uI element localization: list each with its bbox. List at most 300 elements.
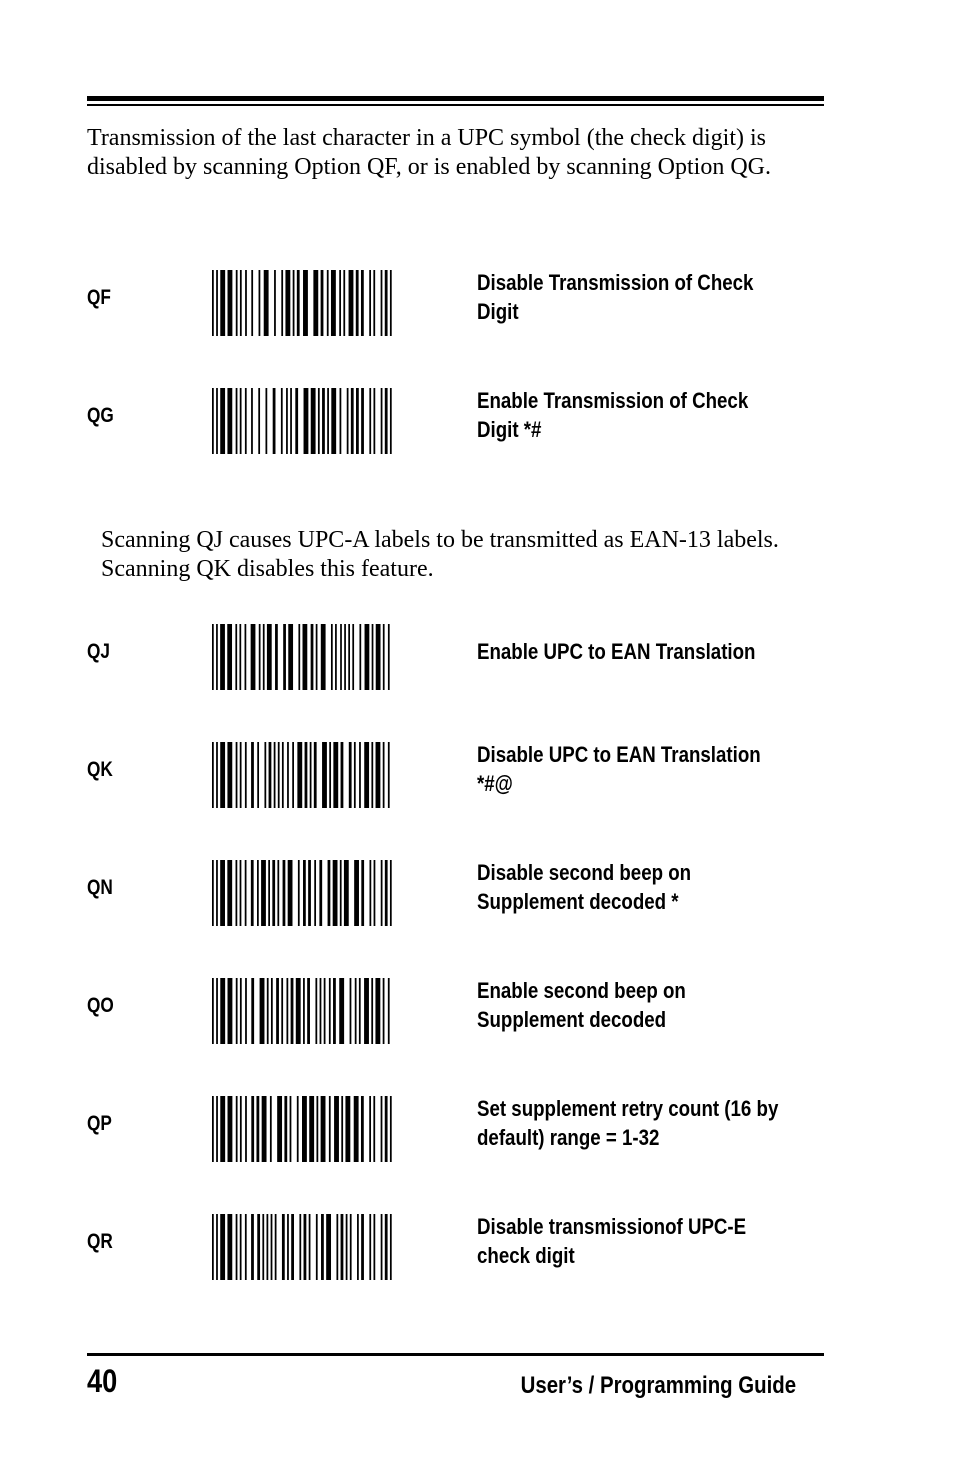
- barcode-bar: [390, 1214, 392, 1280]
- barcode-bar: [259, 270, 261, 336]
- barcode-bar: [331, 270, 336, 336]
- barcode-bar: [388, 978, 390, 1044]
- barcode-bar: [322, 742, 327, 808]
- option-description: [477, 1094, 817, 1152]
- description-line-2: Digit *#: [477, 417, 542, 442]
- barcode-bar: [390, 860, 392, 926]
- barcode-bar: [385, 1214, 388, 1280]
- barcode-bar: [236, 742, 238, 808]
- barcode-bar: [245, 624, 247, 690]
- barcode-bar: [236, 1096, 238, 1162]
- barcode-bar: [262, 1214, 264, 1280]
- barcode-bar: [290, 388, 292, 454]
- barcode-bar: [216, 860, 218, 926]
- option-description: [477, 1212, 817, 1270]
- barcode-bar: [373, 388, 375, 454]
- guide-title: User’s / Programming Guide: [520, 1372, 796, 1399]
- option-code: QF: [87, 286, 111, 309]
- barcode-bar: [370, 860, 372, 926]
- barcode-bar: [328, 860, 331, 926]
- barcode-bar: [251, 270, 253, 336]
- barcode-bar: [239, 624, 241, 690]
- barcode-bar: [290, 1096, 292, 1162]
- barcode-bar: [282, 1214, 285, 1280]
- barcode-bar: [388, 624, 390, 690]
- barcode-bar: [220, 388, 225, 454]
- description-line-1: Disable Transmission of Check: [477, 270, 754, 295]
- option-code: QN: [87, 876, 113, 899]
- barcode-bar: [281, 388, 283, 454]
- barcode-bar: [269, 742, 272, 808]
- barcode-bar: [267, 978, 269, 1044]
- barcode-bar: [212, 860, 214, 926]
- barcode-bar: [343, 270, 345, 336]
- barcode-bar: [320, 978, 322, 1044]
- barcode-bar: [236, 388, 238, 454]
- barcode-bar: [365, 624, 370, 690]
- barcode-bar: [316, 624, 318, 690]
- barcode-bar: [309, 1096, 314, 1162]
- barcode-bar: [263, 624, 265, 690]
- barcode-bar: [316, 1214, 318, 1280]
- barcode-bar: [286, 388, 288, 454]
- barcode-bar: [227, 742, 232, 808]
- barcode-bar: [299, 1214, 301, 1280]
- barcode-bar: [376, 742, 381, 808]
- description-line-2: Supplement decoded *: [477, 889, 679, 914]
- barcode-bar: [341, 1214, 344, 1280]
- barcode-bar: [304, 1214, 307, 1280]
- barcode-bar: [245, 978, 247, 1044]
- barcode-bar: [282, 742, 284, 808]
- barcode-bar: [319, 860, 322, 926]
- barcode-bar: [270, 1096, 272, 1162]
- barcode-bar: [303, 978, 305, 1044]
- barcode-bar: [287, 1214, 289, 1280]
- barcode-bar: [236, 860, 238, 926]
- barcode-bar: [288, 860, 293, 926]
- barcode-bar: [303, 624, 308, 690]
- barcode-graphic: [212, 860, 392, 926]
- barcode-bar: [277, 1096, 282, 1162]
- barcode-bar: [364, 742, 369, 808]
- barcode-bar: [264, 742, 266, 808]
- barcode-bar: [227, 860, 232, 926]
- barcode-bar: [216, 1096, 218, 1162]
- barcode-graphic: [212, 388, 392, 454]
- barcode-bar: [313, 270, 318, 336]
- barcode-bar: [291, 1214, 294, 1280]
- barcode-qj[interactable]: [212, 624, 392, 690]
- barcode-bar: [287, 742, 289, 808]
- barcode-bar: [340, 624, 342, 690]
- barcode-bar: [369, 1096, 371, 1162]
- barcode-bar: [295, 388, 298, 454]
- barcode-bar: [297, 1096, 299, 1162]
- barcode-bar: [345, 1096, 350, 1162]
- option-description: [477, 976, 817, 1034]
- header-rule-thick: [87, 96, 824, 101]
- barcode-bar: [318, 388, 320, 454]
- barcode-bar: [385, 388, 388, 454]
- description-line-1: Enable second beep on: [477, 978, 686, 1003]
- barcode-bar: [297, 742, 302, 808]
- barcode-bar: [331, 388, 336, 454]
- barcode-bar: [240, 388, 242, 454]
- page-number: 40: [87, 1363, 118, 1399]
- barcode-bar: [340, 388, 342, 454]
- barcode-qp[interactable]: [212, 1096, 392, 1162]
- barcode-bar: [329, 1096, 331, 1162]
- barcode-bar: [305, 742, 308, 808]
- barcode-bar: [288, 624, 293, 690]
- barcode-bar: [331, 624, 333, 690]
- barcode-bar: [361, 270, 364, 336]
- barcode-bar: [310, 742, 312, 808]
- barcode-bar: [236, 270, 238, 336]
- barcode-bar: [220, 742, 225, 808]
- barcode-bar: [361, 388, 364, 454]
- barcode-bar: [354, 1096, 359, 1162]
- description-line-1: Enable Transmission of Check: [477, 388, 749, 413]
- barcode-bar: [364, 978, 369, 1044]
- barcode-bar: [369, 270, 371, 336]
- barcode-bar: [303, 860, 306, 926]
- barcode-bar: [357, 1214, 359, 1280]
- description-line-1: Disable second beep on: [477, 860, 692, 885]
- barcode-bar: [381, 270, 383, 336]
- option-code: QG: [87, 404, 114, 427]
- barcode-bar: [354, 742, 356, 808]
- barcode-bar: [321, 1214, 324, 1280]
- barcode-bar: [273, 388, 276, 454]
- barcode-bar: [259, 624, 261, 690]
- barcode-bar: [327, 270, 329, 336]
- barcode-bar: [315, 978, 317, 1044]
- barcode-graphic: [212, 624, 392, 690]
- barcode-bar: [251, 1096, 254, 1162]
- barcode-bar: [251, 1214, 254, 1280]
- barcode-bar: [335, 624, 337, 690]
- barcode-bar: [240, 270, 242, 336]
- barcode-bar: [286, 978, 288, 1044]
- barcode-bar: [308, 860, 311, 926]
- barcode-bar: [240, 1096, 242, 1162]
- barcode-bar: [373, 270, 375, 336]
- barcode-bar: [381, 1214, 383, 1280]
- barcode-bar: [256, 1096, 259, 1162]
- barcode-bar: [350, 978, 352, 1044]
- barcode-qn[interactable]: [212, 860, 392, 926]
- description-line-2: check digit: [477, 1243, 575, 1268]
- barcode-bar: [281, 270, 283, 336]
- barcode-bar: [334, 1096, 339, 1162]
- barcode-bar: [333, 978, 336, 1044]
- description-line-2: Supplement decoded: [477, 1007, 667, 1032]
- barcode-bar: [228, 978, 233, 1044]
- barcode-bar: [268, 860, 270, 926]
- barcode-bar: [292, 742, 294, 808]
- barcode-bar: [356, 388, 359, 454]
- barcode-bar: [316, 1096, 318, 1162]
- barcode-bar: [354, 860, 359, 926]
- barcode-bar: [359, 978, 361, 1044]
- barcode-bar: [327, 388, 329, 454]
- barcode-bar: [388, 742, 390, 808]
- option-code: QR: [87, 1230, 113, 1253]
- barcode-graphic: [212, 1096, 392, 1162]
- upc-ean-paragraph: Scanning QJ causes UPC-A labels to be transmitted as EAN-13 labels. Scanning QK disables this feature.: [101, 527, 779, 582]
- footer-rule: [87, 1353, 824, 1356]
- barcode-bar: [220, 1096, 225, 1162]
- barcode-bar: [227, 1214, 232, 1280]
- barcode-qk[interactable]: [212, 742, 392, 808]
- barcode-bar: [372, 624, 374, 690]
- barcode-bar: [251, 860, 254, 926]
- barcode-bar: [245, 388, 247, 454]
- barcode-bar: [296, 978, 301, 1044]
- barcode-bar: [262, 1096, 267, 1162]
- option-description: [477, 386, 817, 444]
- barcode-bar: [228, 270, 233, 336]
- barcode-bar: [245, 860, 247, 926]
- barcode-bar: [350, 1214, 352, 1280]
- barcode-bar: [333, 742, 338, 808]
- barcode-bar: [272, 860, 275, 926]
- barcode-bar: [339, 270, 341, 336]
- barcode-bar: [245, 270, 247, 336]
- description-line-2: *#@: [477, 771, 513, 796]
- barcode-bar: [271, 978, 273, 1044]
- barcode-bar: [333, 860, 338, 926]
- option-description: [477, 740, 817, 798]
- barcode-bar: [283, 624, 286, 690]
- barcode-bar: [216, 270, 218, 336]
- barcode-bar: [212, 742, 214, 808]
- barcode-bar: [291, 978, 294, 1044]
- barcode-bar: [341, 742, 344, 808]
- barcode-bar: [359, 624, 361, 690]
- barcode-bar: [267, 1214, 269, 1280]
- barcode-bar: [385, 1096, 388, 1162]
- barcode-bar: [257, 860, 259, 926]
- barcode-bar: [376, 624, 381, 690]
- barcode-bar: [371, 978, 373, 1044]
- barcode-bar: [276, 978, 279, 1044]
- barcode-bar: [240, 860, 242, 926]
- barcode-bar: [381, 860, 383, 926]
- barcode-bar: [348, 624, 350, 690]
- barcode-bar: [293, 270, 295, 336]
- barcode-bar: [235, 624, 237, 690]
- barcode-bar: [340, 860, 342, 926]
- barcode-bar: [245, 1096, 247, 1162]
- barcode-bar: [251, 978, 254, 1044]
- barcode-bar: [212, 388, 214, 454]
- barcode-bar: [212, 1096, 214, 1162]
- barcode-bar: [373, 1096, 375, 1162]
- barcode-graphic: [212, 270, 392, 336]
- barcode-bar: [236, 1214, 238, 1280]
- barcode-graphic: [212, 1214, 392, 1280]
- barcode-bar: [361, 1096, 364, 1162]
- barcode-bar: [220, 978, 225, 1044]
- barcode-bar: [375, 978, 380, 1044]
- barcode-bar: [274, 742, 276, 808]
- barcode-bar: [271, 1214, 273, 1280]
- barcode-bar: [374, 860, 376, 926]
- barcode-bar: [220, 860, 225, 926]
- barcode-bar: [369, 1214, 371, 1280]
- barcode-bar: [314, 742, 317, 808]
- barcode-bar: [284, 1096, 287, 1162]
- barcode-bar: [355, 978, 357, 1044]
- barcode-bar: [216, 624, 218, 690]
- barcode-qr[interactable]: [212, 1214, 392, 1280]
- barcode-bar: [314, 860, 316, 926]
- barcode-graphic: [212, 978, 392, 1044]
- barcode-bar: [227, 388, 232, 454]
- barcode-bar: [261, 860, 266, 926]
- description-line-2: default) range = 1-32: [477, 1125, 660, 1150]
- barcode-bar: [309, 1214, 311, 1280]
- barcode-bar: [321, 624, 326, 690]
- barcode-bar: [390, 1096, 392, 1162]
- barcode-bar: [245, 742, 247, 808]
- barcode-bar: [369, 388, 371, 454]
- barcode-bar: [275, 624, 278, 690]
- barcode-bar: [344, 624, 346, 690]
- option-description: [477, 268, 817, 326]
- barcode-bar: [228, 1096, 233, 1162]
- barcode-bar: [212, 624, 214, 690]
- barcode-bar: [352, 624, 354, 690]
- barcode-bar: [216, 1214, 218, 1280]
- description-line-1: Enable UPC to EAN Translation: [477, 639, 756, 664]
- barcode-bar: [277, 860, 279, 926]
- barcode-bar: [324, 978, 326, 1044]
- barcode-bar: [303, 270, 308, 336]
- barcode-bar: [220, 1214, 225, 1280]
- barcode-bar: [212, 1214, 214, 1280]
- barcode-bar: [341, 1096, 343, 1162]
- barcode-bar: [339, 978, 344, 1044]
- barcode-bar: [349, 742, 352, 808]
- barcode-bar: [251, 742, 254, 808]
- barcode-bar: [373, 1214, 375, 1280]
- barcode-bar: [347, 388, 349, 454]
- barcode-qf[interactable]: [212, 270, 392, 336]
- barcode-bar: [265, 388, 267, 454]
- barcode-bar: [240, 1214, 242, 1280]
- barcode-bar: [304, 388, 309, 454]
- barcode-bar: [216, 978, 218, 1044]
- barcode-qo[interactable]: [212, 978, 392, 1044]
- barcode-bar: [302, 1096, 307, 1162]
- option-code: QP: [87, 1112, 112, 1135]
- barcode-bar: [236, 978, 238, 1044]
- barcode-bar: [251, 388, 253, 454]
- barcode-bar: [260, 978, 265, 1044]
- option-code: QO: [87, 994, 114, 1017]
- barcode-bar: [240, 978, 242, 1044]
- barcode-bar: [385, 270, 388, 336]
- barcode-bar: [298, 860, 300, 926]
- barcode-bar: [283, 860, 286, 926]
- barcode-bar: [307, 978, 310, 1044]
- barcode-bar: [329, 978, 331, 1044]
- option-description: [477, 637, 817, 666]
- barcode-bar: [220, 270, 225, 336]
- barcode-bar: [216, 742, 218, 808]
- barcode-bar: [356, 270, 359, 336]
- option-description: [477, 858, 817, 916]
- barcode-bar: [322, 388, 325, 454]
- barcode-bar: [336, 1214, 338, 1280]
- barcode-bar: [245, 1214, 247, 1280]
- barcode-bar: [361, 860, 364, 926]
- barcode-bar: [346, 1214, 348, 1280]
- barcode-bar: [359, 742, 361, 808]
- description-line-1: Disable transmissionof UPC-E: [477, 1214, 747, 1239]
- intro-paragraph: Transmission of the last character in a UPC symbol (the check digit) is disabled by scanning Option QF, or is enabled by scanning Option QG.: [87, 125, 771, 180]
- barcode-bar: [281, 978, 283, 1044]
- barcode-bar: [274, 270, 276, 336]
- barcode-bar: [349, 270, 354, 336]
- barcode-bar: [371, 742, 373, 808]
- barcode-bar: [297, 270, 300, 336]
- barcode-bar: [257, 1214, 260, 1280]
- barcode-bar: [240, 742, 242, 808]
- barcode-bar: [311, 624, 314, 690]
- barcode-bar: [381, 1096, 383, 1162]
- barcode-bar: [383, 624, 385, 690]
- barcode-bar: [285, 270, 290, 336]
- description-line-1: Set supplement retry count (16 by: [477, 1096, 779, 1121]
- option-code: QK: [87, 758, 113, 781]
- barcode-graphic: [212, 742, 392, 808]
- barcode-bar: [326, 1214, 331, 1280]
- barcode-bar: [344, 860, 349, 926]
- barcode-bar: [381, 388, 383, 454]
- option-code: QJ: [87, 640, 110, 663]
- description-line-2: Digit: [477, 299, 519, 324]
- header-rule-thin: [87, 104, 824, 106]
- barcode-bar: [257, 742, 259, 808]
- barcode-bar: [383, 978, 385, 1044]
- barcode-bar: [390, 388, 392, 454]
- barcode-bar: [361, 1214, 364, 1280]
- barcode-bar: [264, 270, 269, 336]
- barcode-qg[interactable]: [212, 388, 392, 454]
- barcode-bar: [385, 860, 388, 926]
- barcode-bar: [258, 388, 260, 454]
- barcode-bar: [212, 978, 214, 1044]
- barcode-bar: [390, 270, 392, 336]
- barcode-bar: [278, 742, 280, 808]
- barcode-bar: [267, 624, 272, 690]
- barcode-bar: [212, 270, 214, 336]
- barcode-bar: [321, 270, 324, 336]
- barcode-bar: [216, 388, 218, 454]
- barcode-bar: [351, 388, 354, 454]
- barcode-bar: [251, 624, 256, 690]
- barcode-bar: [227, 624, 232, 690]
- barcode-bar: [321, 1096, 326, 1162]
- barcode-bar: [298, 624, 300, 690]
- barcode-bar: [311, 388, 316, 454]
- barcode-bar: [329, 742, 331, 808]
